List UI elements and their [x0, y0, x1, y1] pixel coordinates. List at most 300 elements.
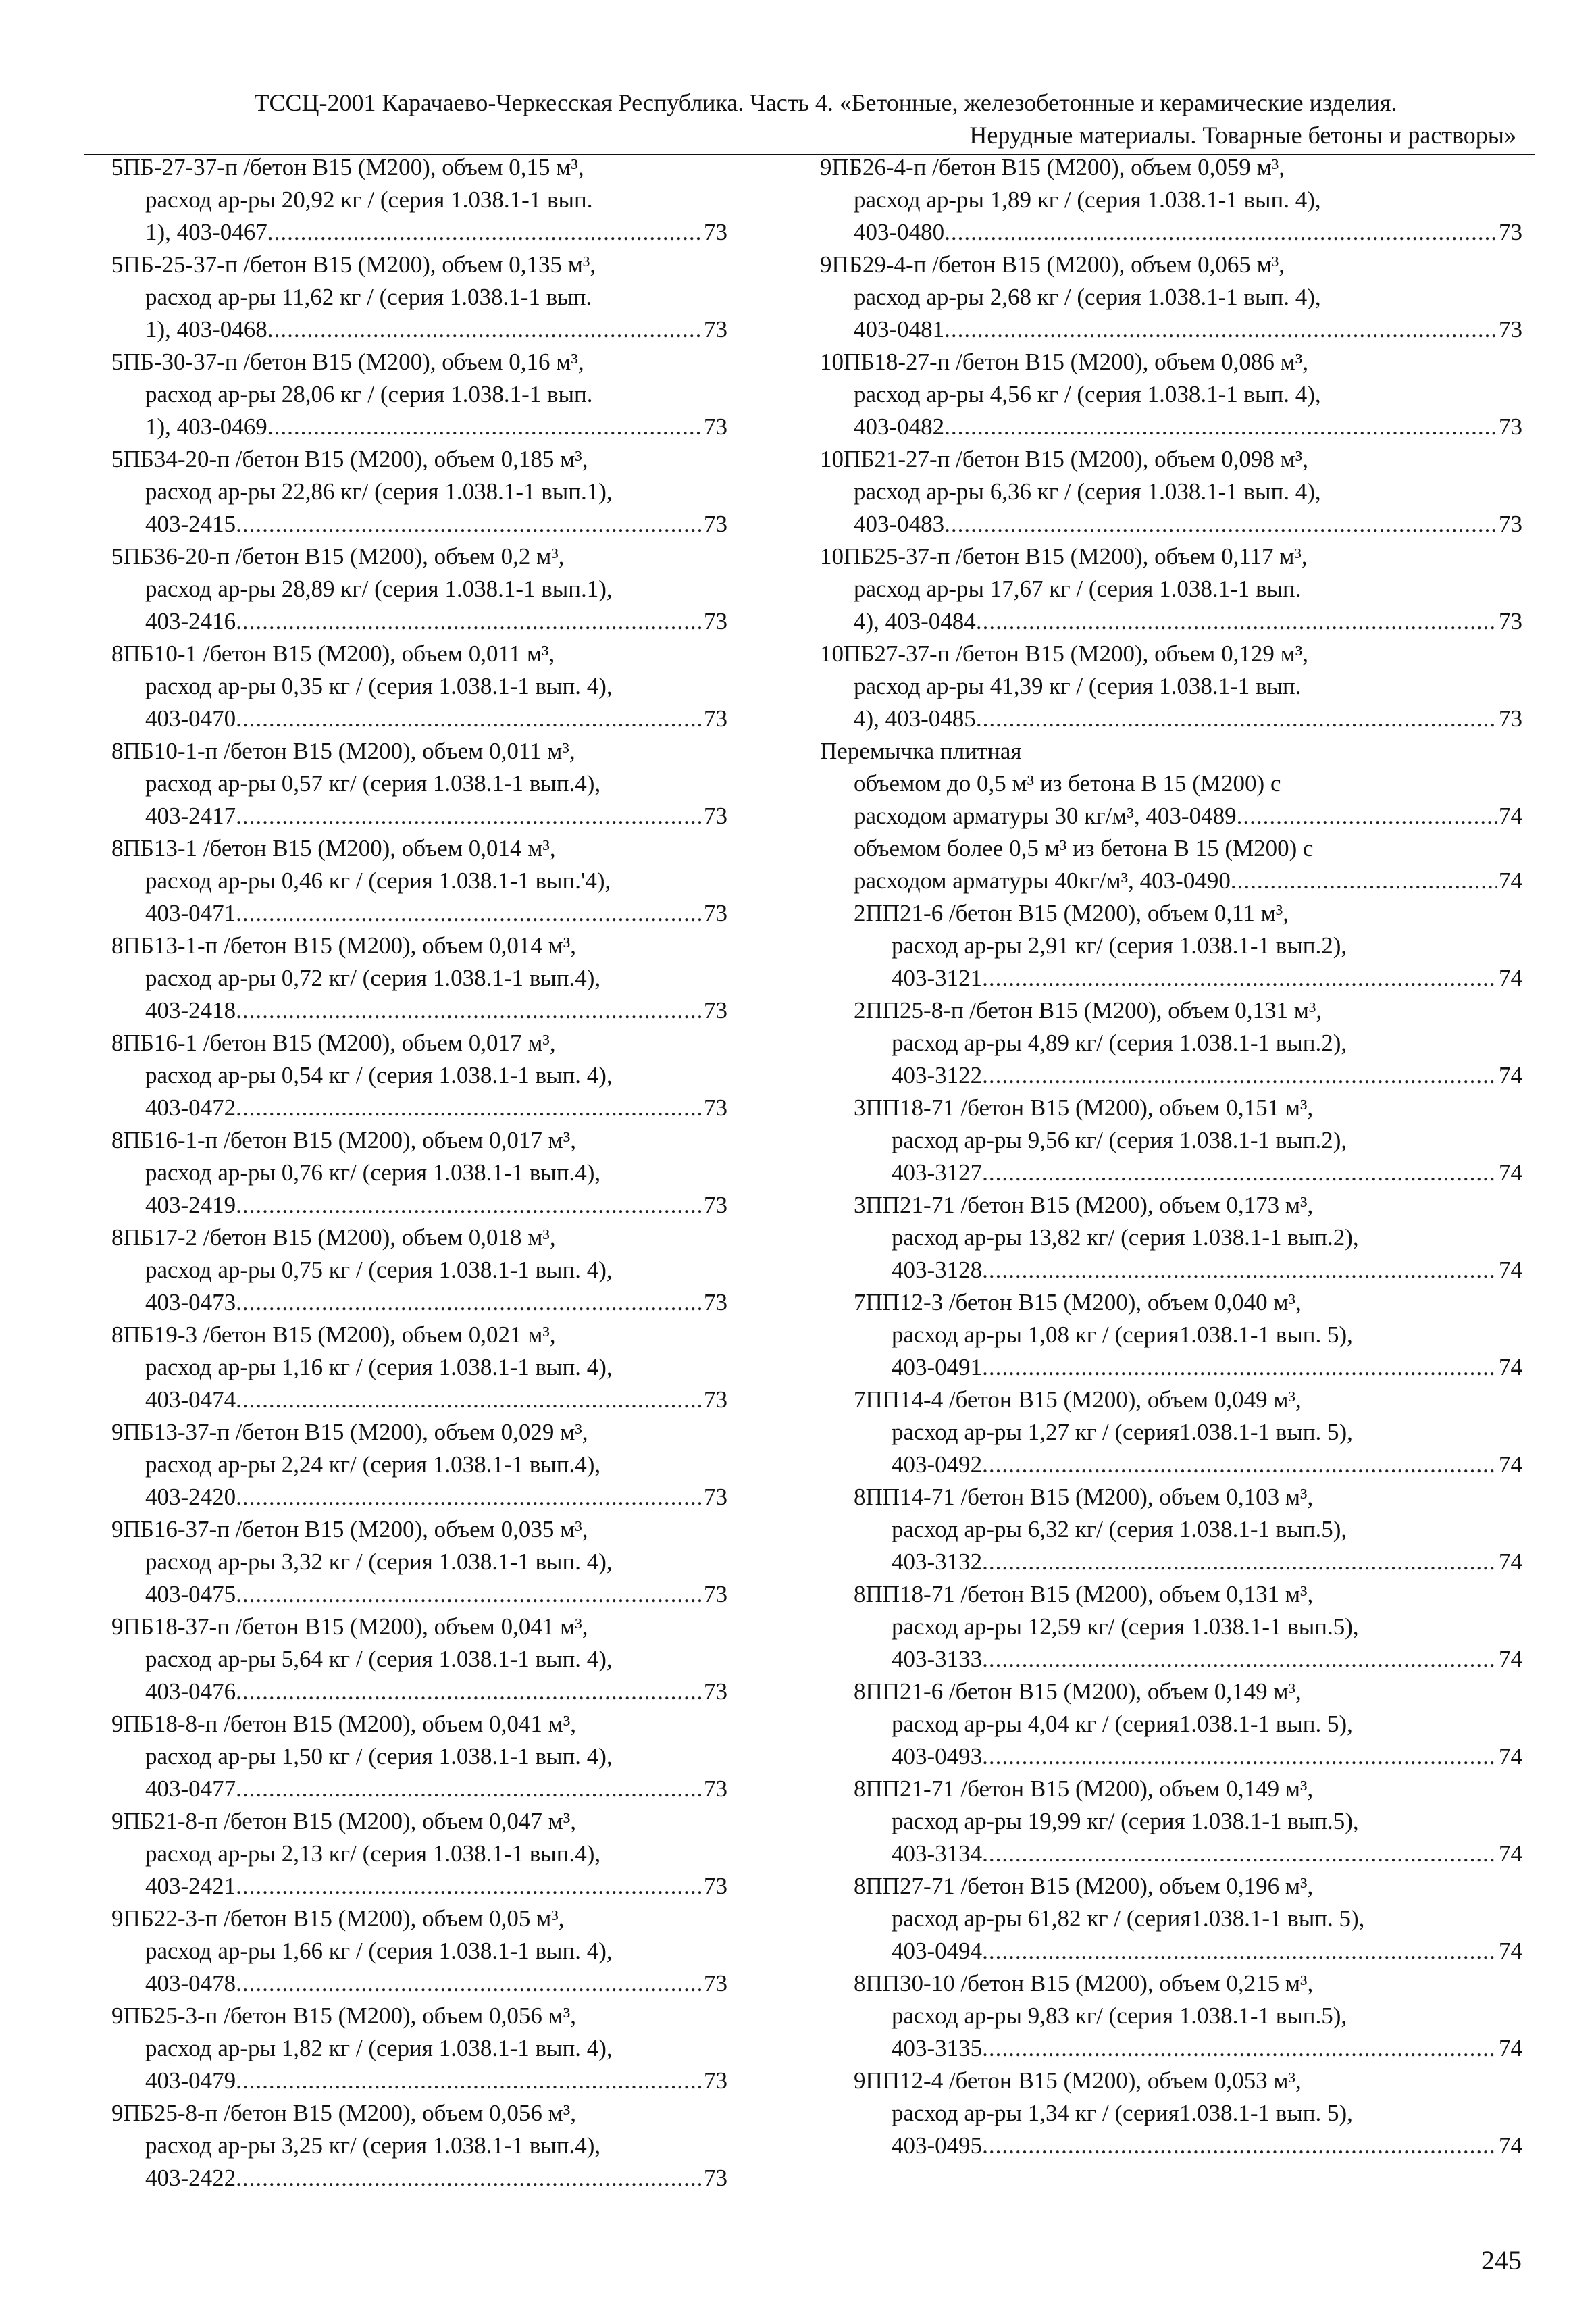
entry-page-ref: 73: [1499, 413, 1522, 440]
page-header: [108, 86, 1516, 151]
entry-text-line: расход ар-ры 9,56 кг/ (серия 1.038.1-1 вып.2),: [892, 1127, 1347, 1153]
dot-leader: [236, 1481, 702, 1513]
entry-title: 9ПБ25-3-п /бетон В15 (М200), объем 0,056 м³,: [111, 2003, 576, 2029]
dot-leader: [236, 1189, 702, 1222]
entry-code: 403-0492: [892, 1451, 983, 1478]
entry-page-ref: 73: [704, 2165, 727, 2191]
entry-page-ref: 74: [1499, 1646, 1522, 1672]
entry-code: 403-3127: [892, 1159, 983, 1186]
entry-code: расходом арматуры 40кг/м³, 403-0490: [854, 867, 1231, 894]
entry-text-line: расход ар-ры 1,89 кг / (серия 1.038.1-1 вып. 4),: [854, 186, 1321, 213]
entry-code: 403-3122: [892, 1062, 983, 1088]
entry-code: 4), 403-0484: [854, 608, 976, 634]
entry-text-line: расход ар-ры 22,86 кг/ (серия 1.038.1-1 вып.1),: [145, 478, 613, 505]
entry-page-ref: 73: [704, 1484, 727, 1510]
entry-leader-line: [820, 216, 1522, 249]
entry-title: 9ПБ18-37-п /бетон В15 (М200), объем 0,041 м³,: [111, 1613, 588, 1640]
entry-title: 9ПБ22-3-п /бетон В15 (М200), объем 0,05 м³,: [111, 1905, 565, 1932]
index-entry: [820, 1870, 1522, 1967]
index-entry: [111, 1903, 727, 2000]
header-title-line: ТССЦ-2001 Карачаево-Черкесская Республика. Часть 4. «Бетонные, железобетонные и керамические изделия.: [254, 89, 1397, 116]
entry-code: 403-0475: [145, 1581, 236, 1607]
index-entry: [111, 638, 727, 735]
dot-leader: [982, 2032, 1497, 2065]
entry-page-ref: 73: [704, 1776, 727, 1802]
dot-leader: [982, 1059, 1497, 1092]
dot-leader: [236, 1870, 702, 1903]
entry-page-ref: 74: [1499, 1549, 1522, 1575]
entry-leader-line: [111, 605, 727, 638]
entry-title: 8ПП27-71 /бетон В15 (М200), объем 0,196 м³,: [854, 1873, 1314, 1899]
entry-code: 403-2421: [145, 1873, 236, 1899]
index-entry: [820, 1092, 1522, 1189]
entry-title: 10ПБ18-27-п /бетон В15 (М200), объем 0,086 м³,: [820, 349, 1308, 375]
entry-leader-line: [111, 2162, 727, 2194]
entry-title: объемом до 0,5 м³ из бетона В 15 (М200) с: [854, 770, 1281, 797]
entry-title: 2ПП21-6 /бетон В15 (М200), объем 0,11 м³,: [854, 900, 1289, 926]
dot-leader: [982, 1449, 1497, 1481]
entry-code: 403-3128: [892, 1257, 983, 1283]
entry-text-line: расход ар-ры 6,36 кг / (серия 1.038.1-1 вып. 4),: [854, 478, 1321, 505]
index-entry: [820, 1578, 1522, 1676]
entry-page-ref: 74: [1499, 1354, 1522, 1380]
entry-title: 9ПБ26-4-п /бетон В15 (М200), объем 0,059 м³,: [820, 154, 1285, 180]
entry-text-line: расход ар-ры 1,08 кг / (серия1.038.1-1 вып. 5),: [892, 1322, 1353, 1348]
entry-code: 403-3135: [892, 2035, 983, 2061]
dot-leader: [944, 411, 1497, 443]
index-entry: [111, 1708, 727, 1805]
index-entry: [111, 1027, 727, 1124]
entry-code: 1), 403-0469: [145, 413, 267, 440]
entry-code: 403-0478: [145, 1970, 236, 1996]
entry-leader-line: [820, 1838, 1522, 1870]
index-entry: [820, 638, 1522, 735]
index-entry: [111, 1319, 727, 1416]
entry-code: 403-0473: [145, 1289, 236, 1315]
entry-code: 403-3132: [892, 1549, 983, 1575]
entry-title: 8ПБ13-1-п /бетон В15 (М200), объем 0,014 м³,: [111, 932, 576, 959]
index-entry: [820, 2065, 1522, 2162]
entry-leader-line: [111, 1967, 727, 2000]
entry-code: 403-2417: [145, 803, 236, 829]
entry-page-ref: 74: [1499, 1159, 1522, 1186]
index-entry: [820, 443, 1522, 540]
entry-text-line: расход ар-ры 2,68 кг / (серия 1.038.1-1 вып. 4),: [854, 284, 1321, 310]
entry-title: 5ПБ-27-37-п /бетон В15 (М200), объем 0,15 м³,: [111, 154, 584, 180]
dot-leader: [982, 1254, 1497, 1286]
entry-code: 403-0476: [145, 1678, 236, 1705]
entry-code: 403-3134: [892, 1840, 983, 1867]
entry-leader-line: [111, 1384, 727, 1416]
dot-leader: [1231, 865, 1497, 897]
entry-title: 8ПП21-6 /бетон В15 (М200), объем 0,149 м³,: [854, 1678, 1302, 1705]
entry-page-ref: 74: [1499, 1451, 1522, 1478]
dot-leader: [236, 508, 702, 540]
entry-title: 8ПБ16-1 /бетон В15 (М200), объем 0,017 м³,: [111, 1030, 556, 1056]
entry-code: 403-0479: [145, 2067, 236, 2094]
entry-leader-line: [111, 897, 727, 930]
entry-leader-line: [820, 2130, 1522, 2162]
entry-leader-line: [111, 1189, 727, 1222]
entry-title: 7ПП14-4 /бетон В15 (М200), объем 0,049 м³,: [854, 1386, 1302, 1413]
entry-page-ref: 73: [704, 705, 727, 732]
entry-title: 8ПБ10-1-п /бетон В15 (М200), объем 0,011 м³,: [111, 738, 575, 764]
entry-text-line: расход ар-ры 0,75 кг / (серия 1.038.1-1 вып. 4),: [145, 1257, 613, 1283]
entry-leader-line: [820, 962, 1522, 995]
dot-leader: [982, 1838, 1497, 1870]
entry-code: 403-0481: [854, 316, 945, 343]
index-entry: [111, 1805, 727, 1903]
index-entry: [820, 151, 1522, 249]
entry-page-ref: 73: [704, 803, 727, 829]
entry-leader-line: [111, 1286, 727, 1319]
entry-page-ref: 73: [1499, 316, 1522, 343]
entry-code: 403-3121: [892, 965, 983, 991]
entry-title: 5ПБ36-20-п /бетон В15 (М200), объем 0,2 м³,: [111, 543, 565, 570]
entry-text-line: расход ар-ры 13,82 кг/ (серия 1.038.1-1 вып.2),: [892, 1224, 1359, 1251]
entry-text-line: расход ар-ры 1,34 кг / (серия1.038.1-1 вып. 5),: [892, 2100, 1353, 2126]
entry-leader-line: [820, 313, 1522, 346]
index-entry: [111, 930, 727, 1027]
entry-page-ref: 74: [1499, 2132, 1522, 2159]
entry-code: 1), 403-0467: [145, 219, 267, 245]
entry-page-ref: 74: [1499, 2035, 1522, 2061]
index-entry: [820, 1773, 1522, 1870]
entry-text-line: расход ар-ры 4,89 кг/ (серия 1.038.1-1 вып.2),: [892, 1030, 1347, 1056]
dot-leader: [944, 313, 1497, 346]
entry-leader-line: [111, 1092, 727, 1124]
index-entry: [111, 1416, 727, 1513]
entry-title: 9ПБ13-37-п /бетон В15 (М200), объем 0,029 м³,: [111, 1419, 588, 1445]
index-entry: [820, 832, 1522, 897]
dot-leader: [236, 2162, 702, 2194]
entry-leader-line: [820, 1449, 1522, 1481]
entry-text-line: расход ар-ры 19,99 кг/ (серия 1.038.1-1 вып.5),: [892, 1808, 1359, 1834]
entry-page-ref: 74: [1499, 1257, 1522, 1283]
entry-page-ref: 73: [704, 219, 727, 245]
dot-leader: [982, 2130, 1497, 2162]
entry-title: 8ПП14-71 /бетон В15 (М200), объем 0,103 м³,: [854, 1484, 1314, 1510]
entry-page-ref: 73: [704, 413, 727, 440]
entry-leader-line: [111, 1481, 727, 1513]
entry-leader-line: [111, 508, 727, 540]
entry-page-ref: 73: [704, 2067, 727, 2094]
dot-leader: [236, 1092, 702, 1124]
entry-leader-line: [111, 2065, 727, 2097]
entry-title: 8ПБ10-1 /бетон В15 (М200), объем 0,011 м³,: [111, 640, 555, 667]
entry-code: 403-0491: [892, 1354, 983, 1380]
entry-code: 403-0494: [892, 1938, 983, 1964]
dot-leader: [267, 216, 702, 249]
right-entries-group: [820, 897, 1522, 2162]
entry-leader-line: [820, 800, 1522, 832]
entry-leader-line: [820, 1254, 1522, 1286]
index-entry: [111, 346, 727, 443]
entry-page-ref: 73: [704, 1095, 727, 1121]
entry-leader-line: [111, 411, 727, 443]
dot-leader: [982, 1643, 1497, 1676]
dot-leader: [944, 508, 1497, 540]
index-entry: [820, 1481, 1522, 1578]
entry-text-line: расход ар-ры 41,39 кг / (серия 1.038.1-1 вып.: [854, 673, 1302, 699]
index-entry: [111, 1124, 727, 1222]
page-number: 245: [1481, 2245, 1522, 2275]
entry-code: 403-0474: [145, 1386, 236, 1413]
entry-page-ref: 73: [704, 511, 727, 537]
dot-leader: [236, 1286, 702, 1319]
index-entry: [111, 1513, 727, 1611]
entry-text-line: расход ар-ры 0,76 кг/ (серия 1.038.1-1 вып.4),: [145, 1159, 601, 1186]
entry-page-ref: 73: [704, 1386, 727, 1413]
entry-text-line: расход ар-ры 2,91 кг/ (серия 1.038.1-1 вып.2),: [892, 932, 1347, 959]
entry-text-line: расход ар-ры 9,83 кг/ (серия 1.038.1-1 вып.5),: [892, 2003, 1347, 2029]
index-entry: [820, 249, 1522, 346]
entry-title: 9ПБ21-8-п /бетон В15 (М200), объем 0,047 м³,: [111, 1808, 576, 1834]
index-entry: [111, 249, 727, 346]
entry-page-ref: 73: [704, 608, 727, 634]
entry-text-line: расход ар-ры 20,92 кг / (серия 1.038.1-1 вып.: [145, 186, 593, 213]
entry-page-ref: 73: [1499, 511, 1522, 537]
entry-page-ref: 73: [704, 1192, 727, 1218]
entry-leader-line: [820, 508, 1522, 540]
entry-code: 403-2416: [145, 608, 236, 634]
index-entry: [111, 735, 727, 832]
entry-title: 5ПБ34-20-п /бетон В15 (М200), объем 0,185 м³,: [111, 446, 588, 472]
index-entry: [111, 2000, 727, 2097]
entry-leader-line: [111, 800, 727, 832]
dot-leader: [982, 1351, 1497, 1384]
entry-title: 2ПП25-8-п /бетон В15 (М200), объем 0,131 м³,: [854, 997, 1322, 1024]
entry-text-line: расход ар-ры 1,27 кг / (серия1.038.1-1 вып. 5),: [892, 1419, 1353, 1445]
entry-text-line: расход ар-ры 0,72 кг/ (серия 1.038.1-1 вып.4),: [145, 965, 601, 991]
entry-title: 9ПБ25-8-п /бетон В15 (М200), объем 0,056 м³,: [111, 2100, 576, 2126]
entry-code: 403-0470: [145, 705, 236, 732]
entry-code: 403-0471: [145, 900, 236, 926]
entry-page-ref: 74: [1499, 1938, 1522, 1964]
entry-leader-line: [820, 1935, 1522, 1967]
entry-code: 403-0493: [892, 1743, 983, 1769]
entry-code: 403-0495: [892, 2132, 983, 2159]
entry-page-ref: 73: [704, 1581, 727, 1607]
entry-title: 9ПБ18-8-п /бетон В15 (М200), объем 0,041 м³,: [111, 1711, 576, 1737]
entry-text-line: расход ар-ры 1,50 кг / (серия 1.038.1-1 вып. 4),: [145, 1743, 613, 1769]
section-title: Перемычка плитная: [820, 738, 1022, 764]
entry-title: 8ПП30-10 /бетон В15 (М200), объем 0,215 м³,: [854, 1970, 1314, 1996]
index-entry: [820, 768, 1522, 832]
entry-text-line: расход ар-ры 3,32 кг / (серия 1.038.1-1 вып. 4),: [145, 1549, 613, 1575]
entry-code: 403-0480: [854, 219, 945, 245]
entry-code: 403-2422: [145, 2165, 236, 2191]
entry-leader-line: [111, 1578, 727, 1611]
entry-title: 8ПП18-71 /бетон В15 (М200), объем 0,131 м³,: [854, 1581, 1314, 1607]
dot-leader: [976, 605, 1497, 638]
entry-page-ref: 74: [1499, 1743, 1522, 1769]
entry-leader-line: [111, 1676, 727, 1708]
entry-text-line: расход ар-ры 28,89 кг/ (серия 1.038.1-1 вып.1),: [145, 576, 613, 602]
entry-text-line: расход ар-ры 12,59 кг/ (серия 1.038.1-1 вып.5),: [892, 1613, 1359, 1640]
entry-text-line: расход ар-ры 1,66 кг / (серия 1.038.1-1 вып. 4),: [145, 1938, 613, 1964]
entry-title: 5ПБ-25-37-п /бетон В15 (М200), объем 0,135 м³,: [111, 251, 596, 278]
dot-leader: [982, 1546, 1497, 1578]
index-entry: [111, 151, 727, 249]
section-sub-entries: [820, 768, 1522, 897]
entry-leader-line: [820, 703, 1522, 735]
entry-leader-line: [820, 411, 1522, 443]
entry-leader-line: [111, 1870, 727, 1903]
entry-code: 403-0477: [145, 1776, 236, 1802]
index-entry: [820, 1967, 1522, 2065]
index-entry: [820, 1286, 1522, 1384]
entry-code: 403-0472: [145, 1095, 236, 1121]
entry-title: 9ПП12-4 /бетон В15 (М200), объем 0,053 м³,: [854, 2067, 1302, 2094]
entry-leader-line: [111, 995, 727, 1027]
entry-page-ref: 74: [1499, 803, 1522, 829]
index-entry: [820, 346, 1522, 443]
entry-text-line: расход ар-ры 6,32 кг/ (серия 1.038.1-1 вып.5),: [892, 1516, 1347, 1542]
dot-leader: [982, 1935, 1497, 1967]
entry-text-line: расход ар-ры 4,04 кг / (серия1.038.1-1 вып. 5),: [892, 1711, 1353, 1737]
entry-title: 5ПБ-30-37-п /бетон В15 (М200), объем 0,16 м³,: [111, 349, 584, 375]
entry-code: 403-2420: [145, 1484, 236, 1510]
entry-title: 8ПБ17-2 /бетон В15 (М200), объем 0,018 м³,: [111, 1224, 556, 1251]
entry-code: 403-0483: [854, 511, 945, 537]
entry-title: 8ПБ13-1 /бетон В15 (М200), объем 0,014 м³,: [111, 835, 556, 861]
dot-leader: [236, 1676, 702, 1708]
entry-page-ref: 73: [704, 900, 727, 926]
entry-title: 9ПБ29-4-п /бетон В15 (М200), объем 0,065 м³,: [820, 251, 1285, 278]
index-entry: [111, 1222, 727, 1319]
entry-text-line: расход ар-ры 61,82 кг / (серия1.038.1-1 вып. 5),: [892, 1905, 1365, 1932]
entry-title: 9ПБ16-37-п /бетон В15 (М200), объем 0,035 м³,: [111, 1516, 588, 1542]
entry-page-ref: 74: [1499, 1840, 1522, 1867]
dot-leader: [236, 1384, 702, 1416]
entry-text-line: расход ар-ры 0,54 кг / (серия 1.038.1-1 вып. 4),: [145, 1062, 613, 1088]
dot-leader: [1237, 800, 1497, 832]
entry-page-ref: 74: [1499, 1062, 1522, 1088]
entry-text-line: расход ар-ры 5,64 кг / (серия 1.038.1-1 вып. 4),: [145, 1646, 613, 1672]
entry-code: 4), 403-0485: [854, 705, 976, 732]
index-entry: [820, 540, 1522, 638]
entry-title: 8ПП21-71 /бетон В15 (М200), объем 0,149 м³,: [854, 1776, 1314, 1802]
entry-page-ref: 74: [1499, 867, 1522, 894]
index-entry: [111, 832, 727, 930]
entry-code: 403-2415: [145, 511, 236, 537]
right-entries-group: [820, 151, 1522, 735]
entry-page-ref: 73: [704, 1970, 727, 1996]
index-entry: [820, 1189, 1522, 1286]
entry-page-ref: 73: [704, 1289, 727, 1315]
entry-text-line: расход ар-ры 2,24 кг/ (серия 1.038.1-1 вып.4),: [145, 1451, 601, 1478]
entry-title: 3ПП21-71 /бетон В15 (М200), объем 0,173 м³,: [854, 1192, 1314, 1218]
index-entry: [820, 1676, 1522, 1773]
index-entry: [111, 540, 727, 638]
entry-text-line: расход ар-ры 0,57 кг/ (серия 1.038.1-1 вып.4),: [145, 770, 601, 797]
entry-leader-line: [820, 1643, 1522, 1676]
entry-page-ref: 73: [1499, 705, 1522, 732]
entry-title: 10ПБ25-37-п /бетон В15 (М200), объем 0,117 м³,: [820, 543, 1308, 570]
entry-title: 7ПП12-3 /бетон В15 (М200), объем 0,040 м³,: [854, 1289, 1302, 1315]
dot-leader: [236, 995, 702, 1027]
entry-text-line: расход ар-ры 28,06 кг / (серия 1.038.1-1 вып.: [145, 381, 593, 407]
dot-leader: [236, 2065, 702, 2097]
entry-page-ref: 73: [1499, 608, 1522, 634]
entry-title: 10ПБ21-27-п /бетон В15 (М200), объем 0,098 м³,: [820, 446, 1308, 472]
entry-page-ref: 73: [704, 1873, 727, 1899]
dot-leader: [236, 1967, 702, 2000]
entry-text-line: расход ар-ры 3,25 кг/ (серия 1.038.1-1 вып.4),: [145, 2132, 601, 2159]
entry-text-line: расход ар-ры 0,46 кг / (серия 1.038.1-1 вып.'4),: [145, 867, 611, 894]
entry-code: 403-3133: [892, 1646, 983, 1672]
entry-text-line: расход ар-ры 4,56 кг / (серия 1.038.1-1 вып. 4),: [854, 381, 1321, 407]
dot-leader: [982, 962, 1497, 995]
entry-text-line: расход ар-ры 11,62 кг / (серия 1.038.1-1 вып.: [145, 284, 592, 310]
entry-page-ref: 73: [704, 1678, 727, 1705]
dot-leader: [976, 703, 1497, 735]
dot-leader: [236, 1773, 702, 1805]
entry-page-ref: 74: [1499, 965, 1522, 991]
entry-title: 3ПП18-71 /бетон В15 (М200), объем 0,151 м³,: [854, 1095, 1314, 1121]
left-column: [111, 151, 727, 2194]
entry-code: 403-2418: [145, 997, 236, 1024]
entry-leader-line: [820, 1740, 1522, 1773]
dot-leader: [267, 313, 702, 346]
entry-page-ref: 73: [704, 316, 727, 343]
entry-leader-line: [111, 703, 727, 735]
entry-page-ref: 73: [1499, 219, 1522, 245]
entry-text-line: расход ар-ры 1,82 кг / (серия 1.038.1-1 вып. 4),: [145, 2035, 613, 2061]
entry-leader-line: [820, 1157, 1522, 1189]
entry-text-line: расход ар-ры 2,13 кг/ (серия 1.038.1-1 вып.4),: [145, 1840, 601, 1867]
dot-leader: [267, 411, 702, 443]
entry-code: 403-0482: [854, 413, 945, 440]
dot-leader: [982, 1157, 1497, 1189]
entry-title: объемом более 0,5 м³ из бетона В 15 (М200) с: [854, 835, 1314, 861]
entry-leader-line: [111, 216, 727, 249]
entry-leader-line: [820, 1546, 1522, 1578]
entry-leader-line: [111, 1773, 727, 1805]
index-entry: [820, 995, 1522, 1092]
entry-leader-line: [820, 865, 1522, 897]
dot-leader: [236, 1578, 702, 1611]
index-entry: [111, 2097, 727, 2194]
dot-leader: [982, 1740, 1497, 1773]
entry-leader-line: [820, 1351, 1522, 1384]
entry-code: расходом арматуры 30 кг/м³, 403-0489: [854, 803, 1237, 829]
entry-title: 8ПБ19-3 /бетон В15 (М200), объем 0,021 м³,: [111, 1322, 556, 1348]
entry-text-line: расход ар-ры 0,35 кг / (серия 1.038.1-1 вып. 4),: [145, 673, 613, 699]
dot-leader: [944, 216, 1497, 249]
entry-page-ref: 73: [704, 997, 727, 1024]
dot-leader: [236, 703, 702, 735]
entry-text-line: расход ар-ры 1,16 кг / (серия 1.038.1-1 вып. 4),: [145, 1354, 613, 1380]
entry-leader-line: [820, 2032, 1522, 2065]
dot-leader: [236, 897, 702, 930]
entry-leader-line: [111, 313, 727, 346]
index-entry: [111, 1611, 727, 1708]
header-subtitle-line: Нерудные материалы. Товарные бетоны и растворы»: [969, 122, 1516, 149]
entry-code: 403-2419: [145, 1192, 236, 1218]
index-entry: [820, 1384, 1522, 1481]
right-column: [820, 151, 1522, 2162]
entry-title: 10ПБ27-37-п /бетон В15 (М200), объем 0,129 м³,: [820, 640, 1308, 667]
entry-code: 1), 403-0468: [145, 316, 267, 343]
entry-text-line: расход ар-ры 17,67 кг / (серия 1.038.1-1 вып.: [854, 576, 1302, 602]
entry-leader-line: [820, 1059, 1522, 1092]
entry-title: 8ПБ16-1-п /бетон В15 (М200), объем 0,017 м³,: [111, 1127, 576, 1153]
index-entry: [820, 897, 1522, 995]
entry-leader-line: [820, 605, 1522, 638]
dot-leader: [236, 605, 702, 638]
